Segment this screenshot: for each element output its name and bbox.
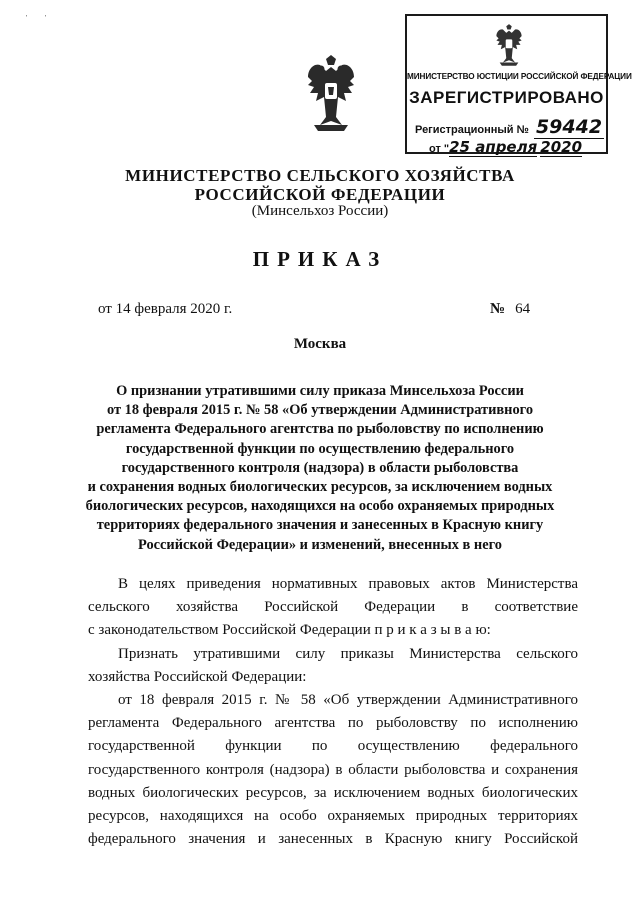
stamp-date-prefix: от " xyxy=(429,143,450,155)
coat-of-arms-emblem-icon xyxy=(300,55,362,135)
subject-line: О признании утратившими силу приказа Минсельхоза России xyxy=(116,383,524,399)
subject-line: и сохранения водных биологических ресурсов, за исключением водных xyxy=(87,479,553,496)
stamp-emblem-icon xyxy=(492,24,526,68)
stamp-year: 2020 xyxy=(540,138,583,156)
body-line: с законодательством Российской Федерации п р и к а з ы в а ю: xyxy=(88,622,491,639)
subject-line: Российской Федерации» и изменений, внесенных в него xyxy=(138,536,502,553)
stamp-reg-label: Регистрационный № xyxy=(415,124,529,136)
body-line: федерального значения и занесенных в Красную книгу Российской xyxy=(88,831,578,848)
subject-line: регламента Федерального агентства по рыболовству по исполнению xyxy=(96,421,544,438)
body-line: водных биологических ресурсов, за исключением водных биологических xyxy=(88,784,578,801)
subject-line: территориях федерального значения и занесенных в Красную книгу xyxy=(96,517,544,534)
stamp-registration-line xyxy=(415,116,604,138)
stamp-reg-number: 59442 xyxy=(535,116,603,138)
body-line: хозяйства Российской Федерации: xyxy=(88,668,307,685)
registration-stamp xyxy=(405,14,632,156)
order-city: Москва xyxy=(293,336,347,352)
order-number-label: № xyxy=(490,301,506,317)
subject-line: государственной функции по осуществлению федерального xyxy=(125,440,515,457)
ministry-name-line-2: РОССИЙСКОЙ ФЕДЕРАЦИИ xyxy=(194,185,446,204)
ministry-name-line-1: МИНИСТЕРСТВО СЕЛЬСКОГО ХОЗЯЙСТВА xyxy=(125,166,515,185)
order-date: от 14 февраля 2020 г. xyxy=(98,301,233,317)
ministry-short-name: (Минсельхоз России) xyxy=(251,203,389,219)
stamp-ministry-label: МИНИСТЕРСТВО ЮСТИЦИИ РОССИЙСКОЙ ФЕДЕРАЦИИ xyxy=(407,72,632,81)
order-number xyxy=(490,301,530,318)
scan-marks: ' ' xyxy=(26,14,47,22)
stamp-date-line xyxy=(429,138,582,156)
subject-line: от 18 февраля 2015 г. № 58 «Об утверждении Административного xyxy=(106,402,534,419)
order-body xyxy=(88,573,578,851)
stamp-date-handwritten: 25 апреля xyxy=(449,138,538,156)
body-line: государственной функции по осуществлению федерального xyxy=(88,738,578,755)
body-line: регламента Федерального агентства по рыболовству по исполнению xyxy=(88,715,578,732)
body-line: от 18 февраля 2015 г. № 58 «Об утверждении Административного xyxy=(118,692,578,709)
body-line: ресурсов, находящихся на особо охраняемых природных территориях xyxy=(88,808,578,825)
order-title: ПРИКАЗ xyxy=(252,247,388,271)
order-number-value: 64 xyxy=(515,301,531,317)
body-line: Признать утратившими силу приказы Министерства сельского xyxy=(118,645,578,662)
body-line: В целях приведения нормативных правовых актов Министерства xyxy=(118,576,578,592)
order-subject-heading xyxy=(60,382,580,555)
stamp-registered-label: ЗАРЕГИСТРИРОВАНО xyxy=(409,88,604,107)
body-line: государственного контроля (надзора) в области рыболовства и сохранения xyxy=(88,761,578,778)
subject-line: биологических ресурсов, находящихся на особо охраняемых природных xyxy=(85,498,555,515)
subject-line: государственного контроля (надзора) в области рыболовства xyxy=(121,459,519,476)
body-line: сельского хозяйства Российской Федерации в соответствие xyxy=(88,599,578,616)
